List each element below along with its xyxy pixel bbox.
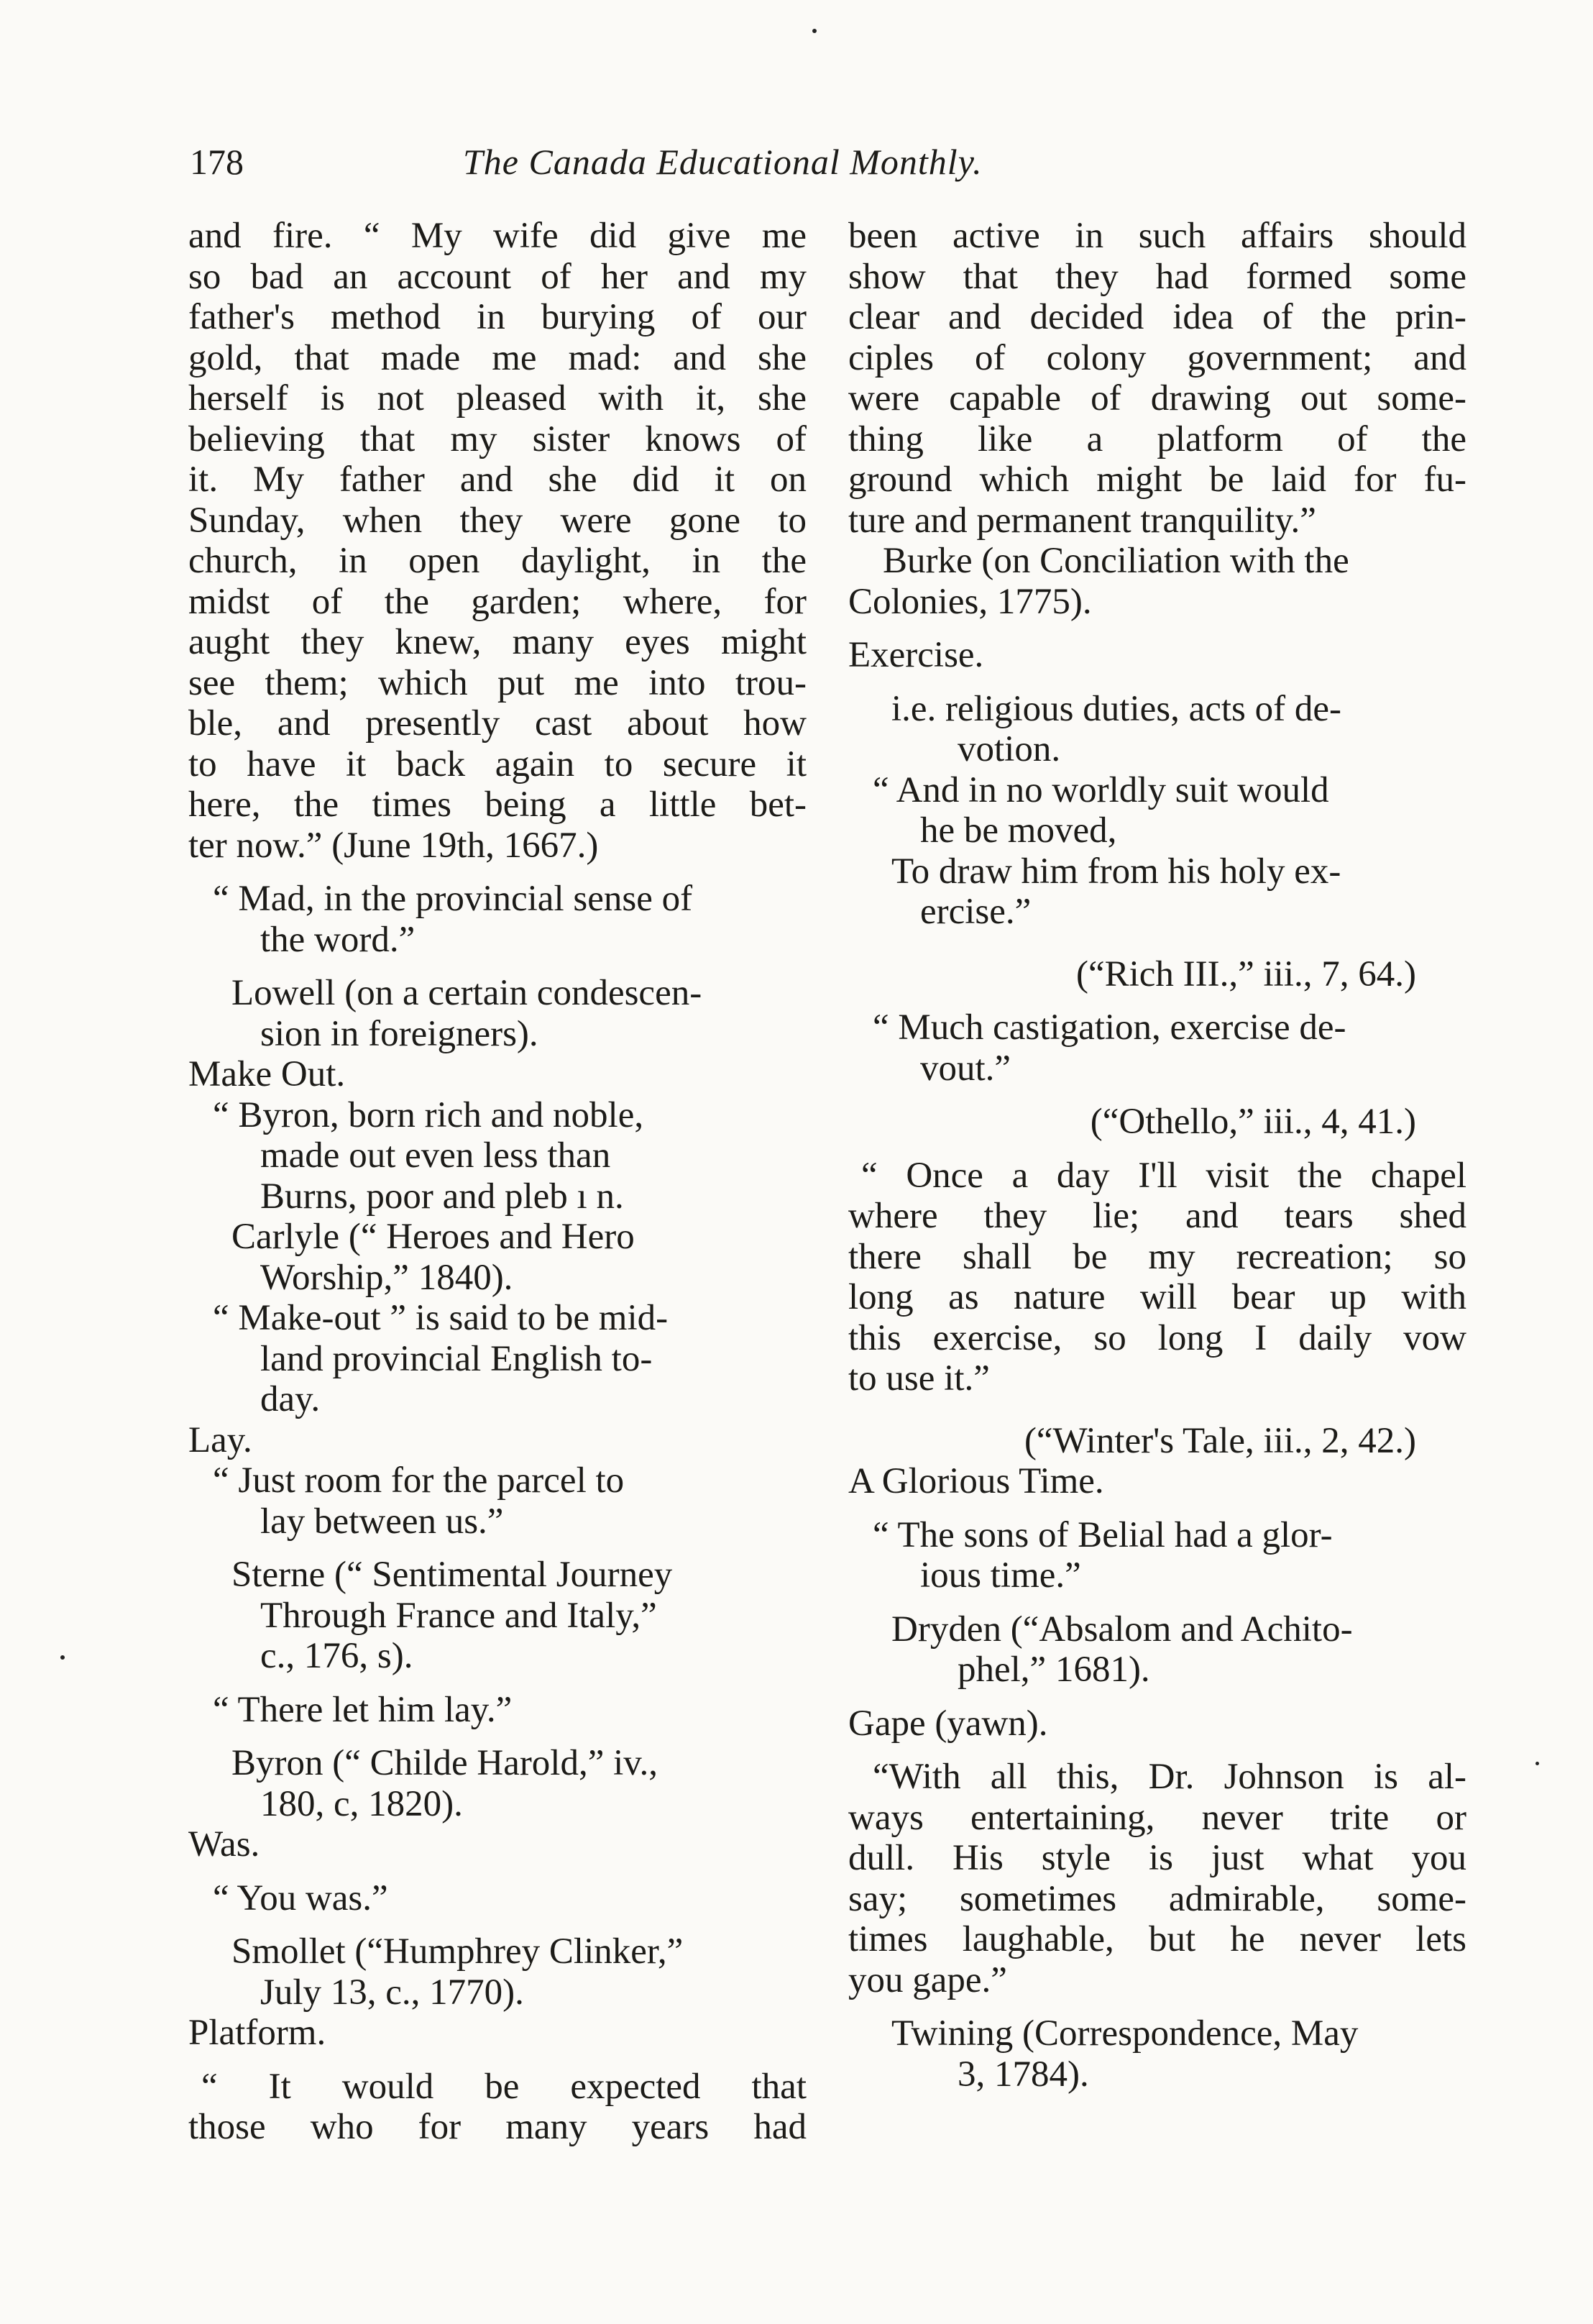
quote-line: lay between us.” [260, 1501, 504, 1542]
quote-line: land provincial English to- [260, 1338, 653, 1379]
left-column [188, 216, 807, 2148]
quote-line: “ You was.” [213, 1877, 388, 1918]
entry-heading: Lay. [188, 1419, 252, 1460]
attribution-line: Sterne (“ Sentimental Journey [231, 1555, 673, 1595]
quote-line: this exercise, so long I daily vow [848, 1317, 1466, 1358]
quote-line: ious time.” [920, 1555, 1081, 1596]
text-line: believing that my sister knows of [188, 418, 807, 459]
text-line: aught they knew, many eyes might [188, 622, 807, 662]
text-line: ble, and presently cast about how [188, 703, 807, 744]
attribution-line: 3, 1784). [958, 2054, 1089, 2095]
quote-line: say; sometimes admirable, some- [848, 1878, 1466, 1919]
text-line: herself is not pleased with it, she [188, 378, 807, 418]
quote-line: “ It would be expected that [201, 2066, 807, 2107]
journal-title: The Canada Educational Monthly. [463, 142, 983, 182]
text-line: thing like a platform of the [848, 418, 1466, 459]
quote-line: “ Much castigation, exercise de- [873, 1007, 1346, 1048]
quote-line: “ And in no worldly suit would [873, 769, 1329, 810]
gloss-line: votion. [958, 729, 1061, 769]
quote-line: to use it.” [848, 1358, 990, 1399]
text-line: here, the times being a little bet- [188, 784, 807, 825]
text-line: were capable of drawing out some- [848, 378, 1466, 418]
gloss-line: i.e. religious duties, acts of de- [891, 688, 1341, 729]
quote-line: where they lie; and tears shed [848, 1196, 1466, 1236]
text-line: father's method in burying of our [188, 297, 807, 337]
quote-line: “ Once a day I'll visit the chapel [861, 1155, 1466, 1196]
attribution-line: phel,” 1681). [958, 1650, 1150, 1690]
text-line: clear and decided idea of the prin- [848, 297, 1466, 337]
attribution-line: Byron (“ Childe Harold,” iv., [231, 1743, 658, 1783]
quote-line: ways entertaining, never trite or [848, 1797, 1466, 1838]
citation-line: (“Winter's Tale, iii., 2, 42.) [1024, 1420, 1416, 1461]
text-line: to have it back again to secure it [188, 744, 807, 784]
quote-line: “ Byron, born rich and noble, [213, 1094, 644, 1135]
quote-line: vout.” [920, 1048, 1011, 1089]
quote-line: those who for many years had [188, 2107, 807, 2147]
entry-heading: Gape (yawn). [848, 1703, 1048, 1744]
attribution-line: Colonies, 1775). [848, 581, 1092, 622]
quote-line: you gape.” [848, 1959, 1007, 2000]
quote-line: made out even less than [260, 1135, 611, 1176]
quote-line: day. [260, 1379, 321, 1419]
text-line: midst of the garden; where, for [188, 581, 807, 622]
quote-line: Burns, poor and pleb ı n. [260, 1176, 624, 1217]
text-line: it. My father and she did it on [188, 459, 807, 500]
page-number: 178 [190, 142, 244, 182]
text-line: ciples of colony government; and [848, 337, 1466, 378]
quote-line: he be moved, [920, 810, 1117, 851]
entry-heading: Platform. [188, 2013, 326, 2053]
text-line: church, in open daylight, in the [188, 541, 807, 581]
entry-heading: Exercise. [848, 635, 984, 675]
text-line: see them; which put me into trou- [188, 662, 807, 703]
scan-speck [1535, 1762, 1539, 1765]
attribution-line: c., 176, s). [260, 1636, 413, 1676]
text-line: ground which might be laid for fu- [848, 459, 1466, 500]
text-line: ter now.” (June 19th, 1667.) [188, 825, 599, 866]
quote-line: “ Mad, in the provincial sense of [213, 879, 693, 919]
attribution-line: Twining (Correspondence, May [891, 2013, 1359, 2054]
attribution-line: Lowell (on a certain condescen- [231, 973, 702, 1013]
right-column [848, 216, 1466, 2095]
citation-line: (“Rich III.,” iii., 7, 64.) [1075, 953, 1416, 994]
quote-line: the word.” [260, 919, 416, 960]
attribution-line: Worship,” 1840). [260, 1257, 513, 1298]
attribution-line: Smollet (“Humphrey Clinker,” [231, 1931, 684, 1972]
attribution-line: Burke (on Conciliation with the [883, 541, 1349, 581]
quote-line: times laughable, but he never lets [848, 1919, 1466, 1959]
entry-heading: A Glorious Time. [848, 1461, 1104, 1501]
attribution-line: July 13, c., 1770). [260, 1972, 524, 2013]
text-line: so bad an account of her and my [188, 256, 807, 297]
entry-heading: Make Out. [188, 1054, 346, 1094]
attribution-line: sion in foreigners). [260, 1013, 538, 1054]
quote-line: “ Make-out ” is said to be mid- [213, 1298, 669, 1338]
text-line: Sunday, when they were gone to [188, 500, 807, 541]
scan-speck [812, 29, 817, 33]
attribution-line: 180, c, 1820). [260, 1783, 463, 1824]
quote-line: dull. His style is just what you [848, 1838, 1466, 1878]
text-line: show that they had formed some [848, 256, 1466, 297]
text-line: and fire. “ My wife did give me [188, 216, 807, 256]
quote-line: “ The sons of Belial had a glor- [873, 1514, 1333, 1555]
attribution-line: Through France and Italy,” [260, 1595, 657, 1636]
quote-line: there shall be my recreation; so [848, 1236, 1466, 1277]
quote-line: “ There let him lay.” [213, 1689, 513, 1730]
quote-line: To draw him from his holy ex- [891, 851, 1341, 892]
text-line: been active in such affairs should [848, 216, 1466, 256]
text-line: ture and permanent tranquility.” [848, 500, 1316, 541]
scan-speck [60, 1655, 65, 1660]
quote-line: ercise.” [920, 892, 1032, 932]
entry-heading: Was. [188, 1824, 260, 1865]
citation-line: (“Othello,” iii., 4, 41.) [1090, 1102, 1416, 1142]
quote-line: “ Just room for the parcel to [213, 1460, 625, 1501]
attribution-line: Dryden (“Absalom and Achito- [891, 1609, 1353, 1650]
running-header [190, 141, 1153, 191]
quote-line: long as nature will bear up with [848, 1277, 1466, 1317]
text-line: gold, that made me mad: and she [188, 337, 807, 378]
quote-line: “With all this, Dr. Johnson is al- [873, 1757, 1466, 1797]
attribution-line: Carlyle (“ Heroes and Hero [231, 1217, 635, 1257]
